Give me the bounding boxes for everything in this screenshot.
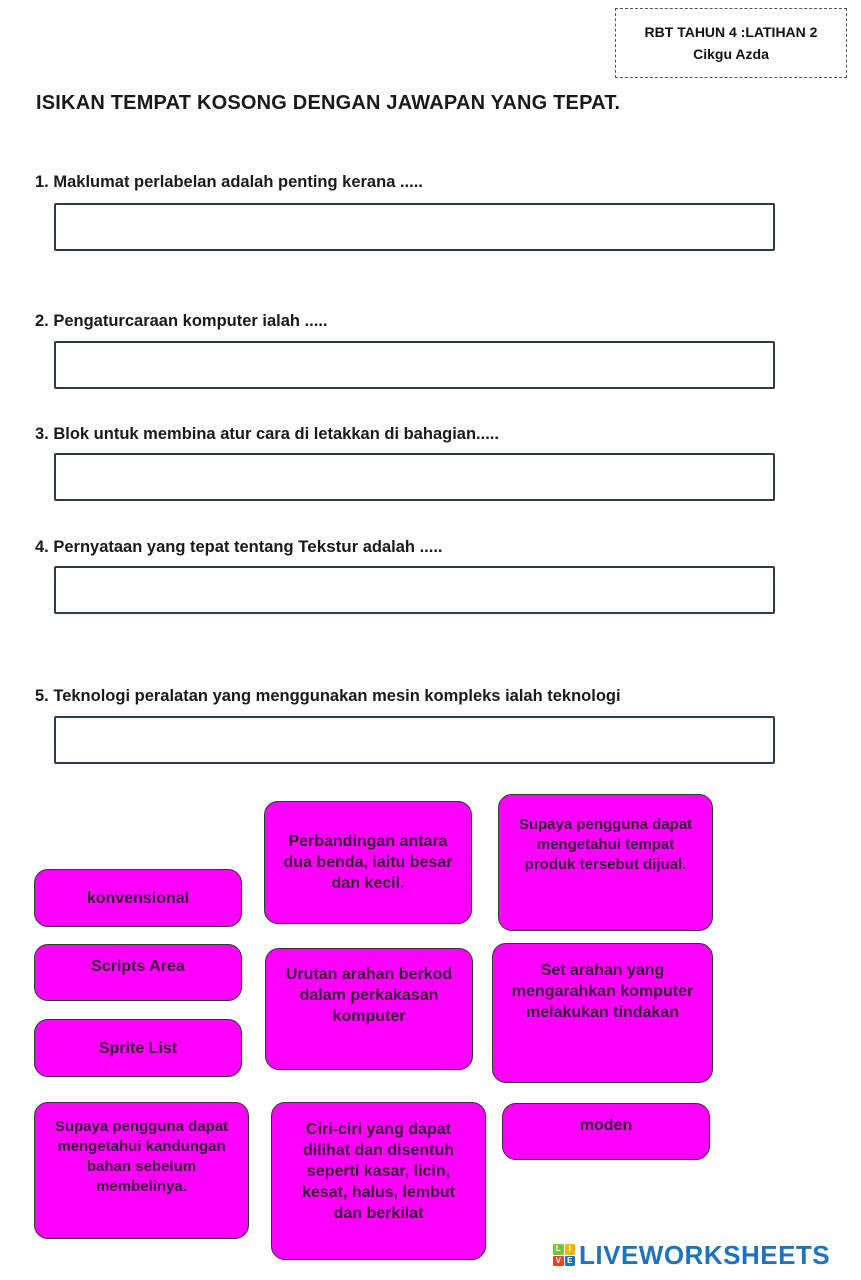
answer-drop-box-5[interactable]: [54, 716, 775, 764]
answer-card[interactable]: Ciri-ciri yang dapat dilihat dan disentuh seperti kasar, licin, kesat, halus, lembut dan berkilat: [271, 1102, 486, 1260]
answer-card[interactable]: Urutan arahan berkod dalam perkakasan komputer: [265, 948, 473, 1070]
answer-card[interactable]: moden: [502, 1103, 710, 1160]
answer-card[interactable]: Sprite List: [34, 1019, 242, 1077]
question-4: [35, 537, 443, 557]
answer-card[interactable]: Scripts Area: [34, 944, 242, 1001]
question-4-emphasis: Tekstu: [298, 537, 352, 556]
answer-card[interactable]: konvensional: [34, 869, 242, 927]
answer-card[interactable]: Supaya pengguna dapat mengetahui kandungan bahan sebelum membelinya.: [34, 1102, 249, 1239]
question-2: 2. Pengaturcaraan komputer ialah .....: [35, 312, 328, 330]
answer-card[interactable]: Perbandingan antara dua benda, iaitu besar dan kecil.: [264, 801, 472, 924]
worksheet-header-box: [615, 8, 847, 78]
answer-card[interactable]: Set arahan yang mengarahkan komputer melakukan tindakan: [492, 943, 713, 1083]
answer-drop-box-1[interactable]: [54, 203, 775, 251]
liveworksheets-logo-text: LIVEWORKSHEETS: [579, 1239, 831, 1270]
answer-drop-box-2[interactable]: [54, 341, 775, 389]
answer-drop-box-4[interactable]: [54, 566, 775, 614]
header-line-2: Cikgu Azda: [693, 46, 769, 62]
answer-drop-box-3[interactable]: [54, 453, 775, 501]
question-4-text-after: r adalah .....: [351, 538, 443, 556]
instruction-title: ISIKAN TEMPAT KOSONG DENGAN JAWAPAN YANG TEPAT.: [36, 92, 621, 114]
answer-card[interactable]: Supaya pengguna dapat mengetahui tempat produk tersebut dijual.: [498, 794, 713, 931]
question-3: 3. Blok untuk membina atur cara di letakkan di bahagian.....: [35, 425, 499, 443]
liveworksheets-logo-icon: L I V E: [553, 1244, 575, 1266]
header-line-1: RBT TAHUN 4 :LATIHAN 2: [644, 24, 818, 40]
liveworksheets-logo: [553, 1239, 830, 1271]
question-4-text-before: 4. Pernyataan yang tepat tentang: [35, 538, 299, 556]
question-5: 5. Teknologi peralatan yang menggunakan mesin kompleks ialah teknologi: [35, 687, 621, 705]
question-1: 1. Maklumat perlabelan adalah penting kerana .....: [35, 173, 423, 191]
